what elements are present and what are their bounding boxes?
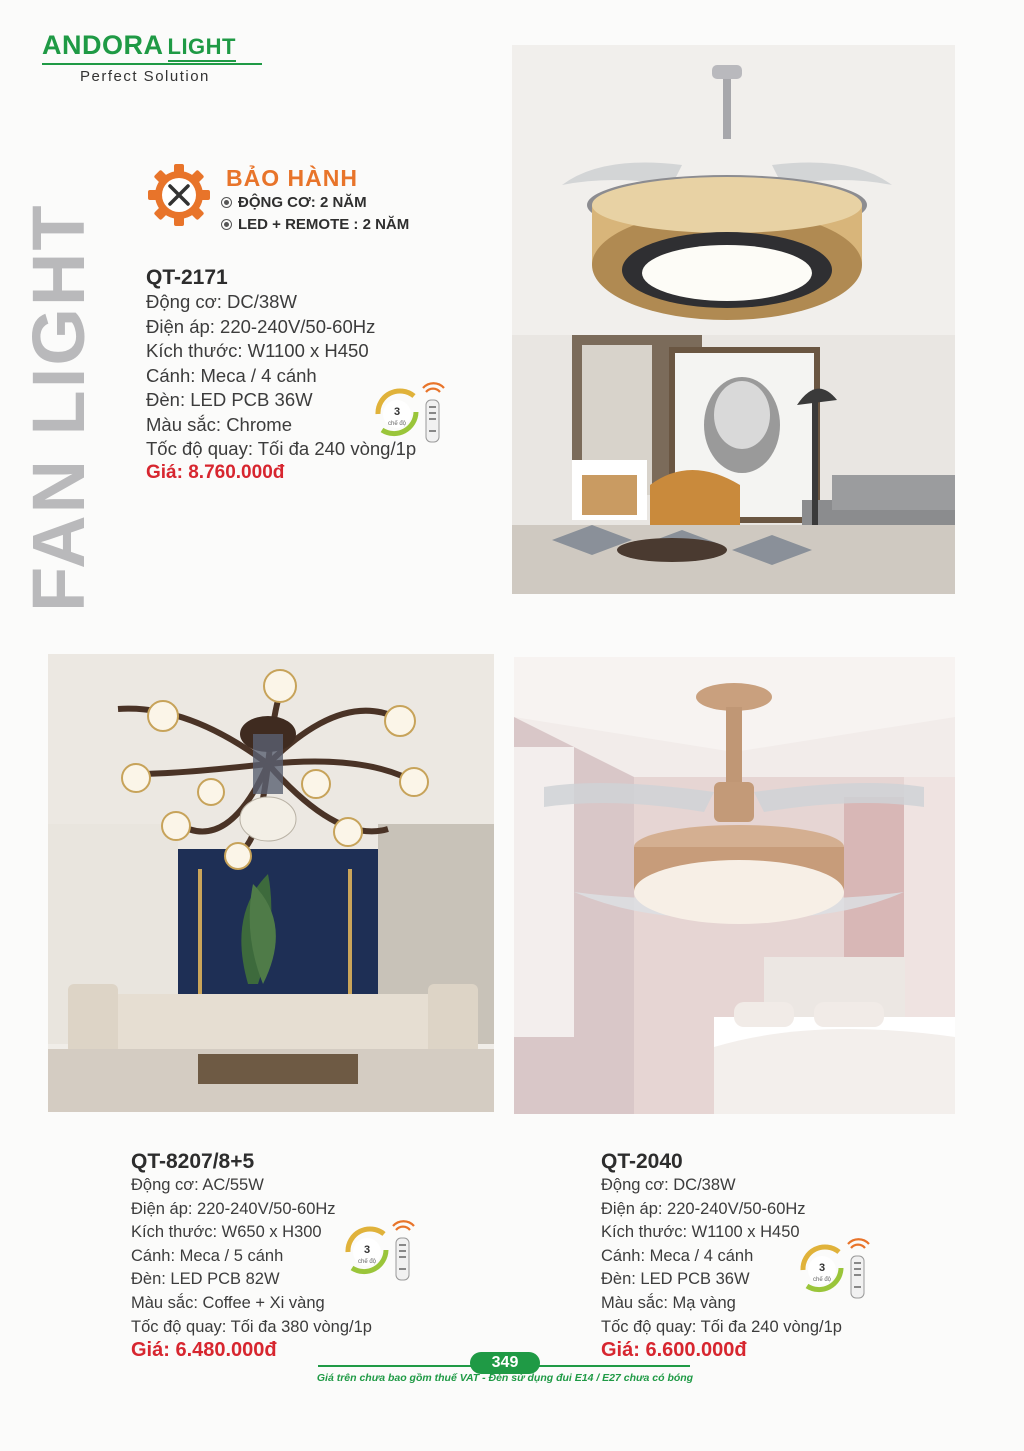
spec-color: Màu sắc: Chrome xyxy=(146,413,292,435)
logo-suffix: LIGHT xyxy=(168,34,237,62)
remote-3-modes-icon xyxy=(370,382,450,446)
spec-speed: Tốc độ quay: Tối đa 240 vòng/1p xyxy=(601,1317,842,1336)
product-qt-2171 xyxy=(146,266,506,484)
product-model: QT-8207/8+5 xyxy=(131,1150,255,1173)
spec-blades: Cánh: Meca / 4 cánh xyxy=(601,1246,754,1265)
bullet-icon xyxy=(221,219,232,230)
page-number: 349 xyxy=(470,1352,540,1374)
spec-light: Đèn: LED PCB 36W xyxy=(146,389,313,410)
warranty-gear-icon xyxy=(146,162,212,228)
footer-note: Giá trên chưa bao gồm thuế VAT - Đèn sử dụng đui E14 / E27 chưa có bóng xyxy=(316,1372,694,1384)
logo-name: ANDORA xyxy=(42,30,164,60)
spec-color: Màu sắc: Mạ vàng xyxy=(601,1293,736,1312)
remote-modes-number: 3 xyxy=(818,1262,826,1274)
bullet-icon xyxy=(221,197,232,208)
product-model: QT-2040 xyxy=(601,1150,683,1173)
spec-speed: Tốc độ quay: Tối đa 380 vòng/1p xyxy=(131,1317,372,1336)
remote-3-modes-icon xyxy=(795,1238,875,1302)
product-price: Giá: 6.480.000đ xyxy=(131,1339,277,1362)
remote-modes-number: 3 xyxy=(393,406,401,418)
category-vertical-title: FAN LIGHT xyxy=(17,203,100,612)
spec-light: Đèn: LED PCB 36W xyxy=(601,1270,750,1289)
remote-modes-label: chế độ xyxy=(812,1277,832,1283)
spec-size: Kích thước: W1100 x H450 xyxy=(146,340,369,361)
remote-modes-label: chế độ xyxy=(357,1259,377,1265)
spec-motor: Động cơ: AC/55W xyxy=(131,1176,264,1194)
spec-speed: Tốc độ quay: Tối đa 240 vòng/1p xyxy=(146,438,417,459)
spec-size: Kích thước: W650 x H300 xyxy=(131,1223,322,1242)
spec-voltage: Điện áp: 220-240V/50-60Hz xyxy=(146,315,376,337)
warranty-item-led-remote: LED + REMOTE : 2 NĂM xyxy=(221,216,409,233)
spec-voltage: Điện áp: 220-240V/50-60Hz xyxy=(131,1199,336,1218)
spec-voltage: Điện áp: 220-240V/50-60Hz xyxy=(601,1199,806,1218)
remote-modes-label: chế độ xyxy=(387,421,407,427)
product-price: Giá: 8.760.000đ xyxy=(146,461,285,483)
logo-wordmark xyxy=(42,30,272,62)
spec-motor: Động cơ: DC/38W xyxy=(601,1176,736,1194)
remote-modes-number: 3 xyxy=(363,1244,371,1256)
product-photo-qt-2171 xyxy=(512,45,955,594)
warranty-item-motor: ĐỘNG CƠ: 2 NĂM xyxy=(221,194,367,211)
warranty-title: BẢO HÀNH xyxy=(226,165,358,191)
brand-logo xyxy=(42,30,272,85)
logo-underline xyxy=(42,63,262,65)
product-photo-qt-8207 xyxy=(48,654,494,1112)
logo-tagline: Perfect Solution xyxy=(80,68,210,85)
spec-size: Kích thước: W1100 x H450 xyxy=(601,1223,800,1242)
spec-blades: Cánh: Meca / 4 cánh xyxy=(146,364,317,386)
remote-3-modes-icon xyxy=(340,1220,420,1284)
product-model: QT-2171 xyxy=(146,266,228,289)
spec-blades: Cánh: Meca / 5 cánh xyxy=(131,1246,284,1265)
spec-motor: Động cơ: DC/38W xyxy=(146,291,297,312)
product-price: Giá: 6.600.000đ xyxy=(601,1339,747,1362)
product-qt-2040 xyxy=(601,1150,931,1362)
spec-light: Đèn: LED PCB 82W xyxy=(131,1270,280,1289)
spec-color: Màu sắc: Coffee + Xi vàng xyxy=(131,1293,325,1312)
product-photo-qt-2040 xyxy=(514,657,955,1114)
